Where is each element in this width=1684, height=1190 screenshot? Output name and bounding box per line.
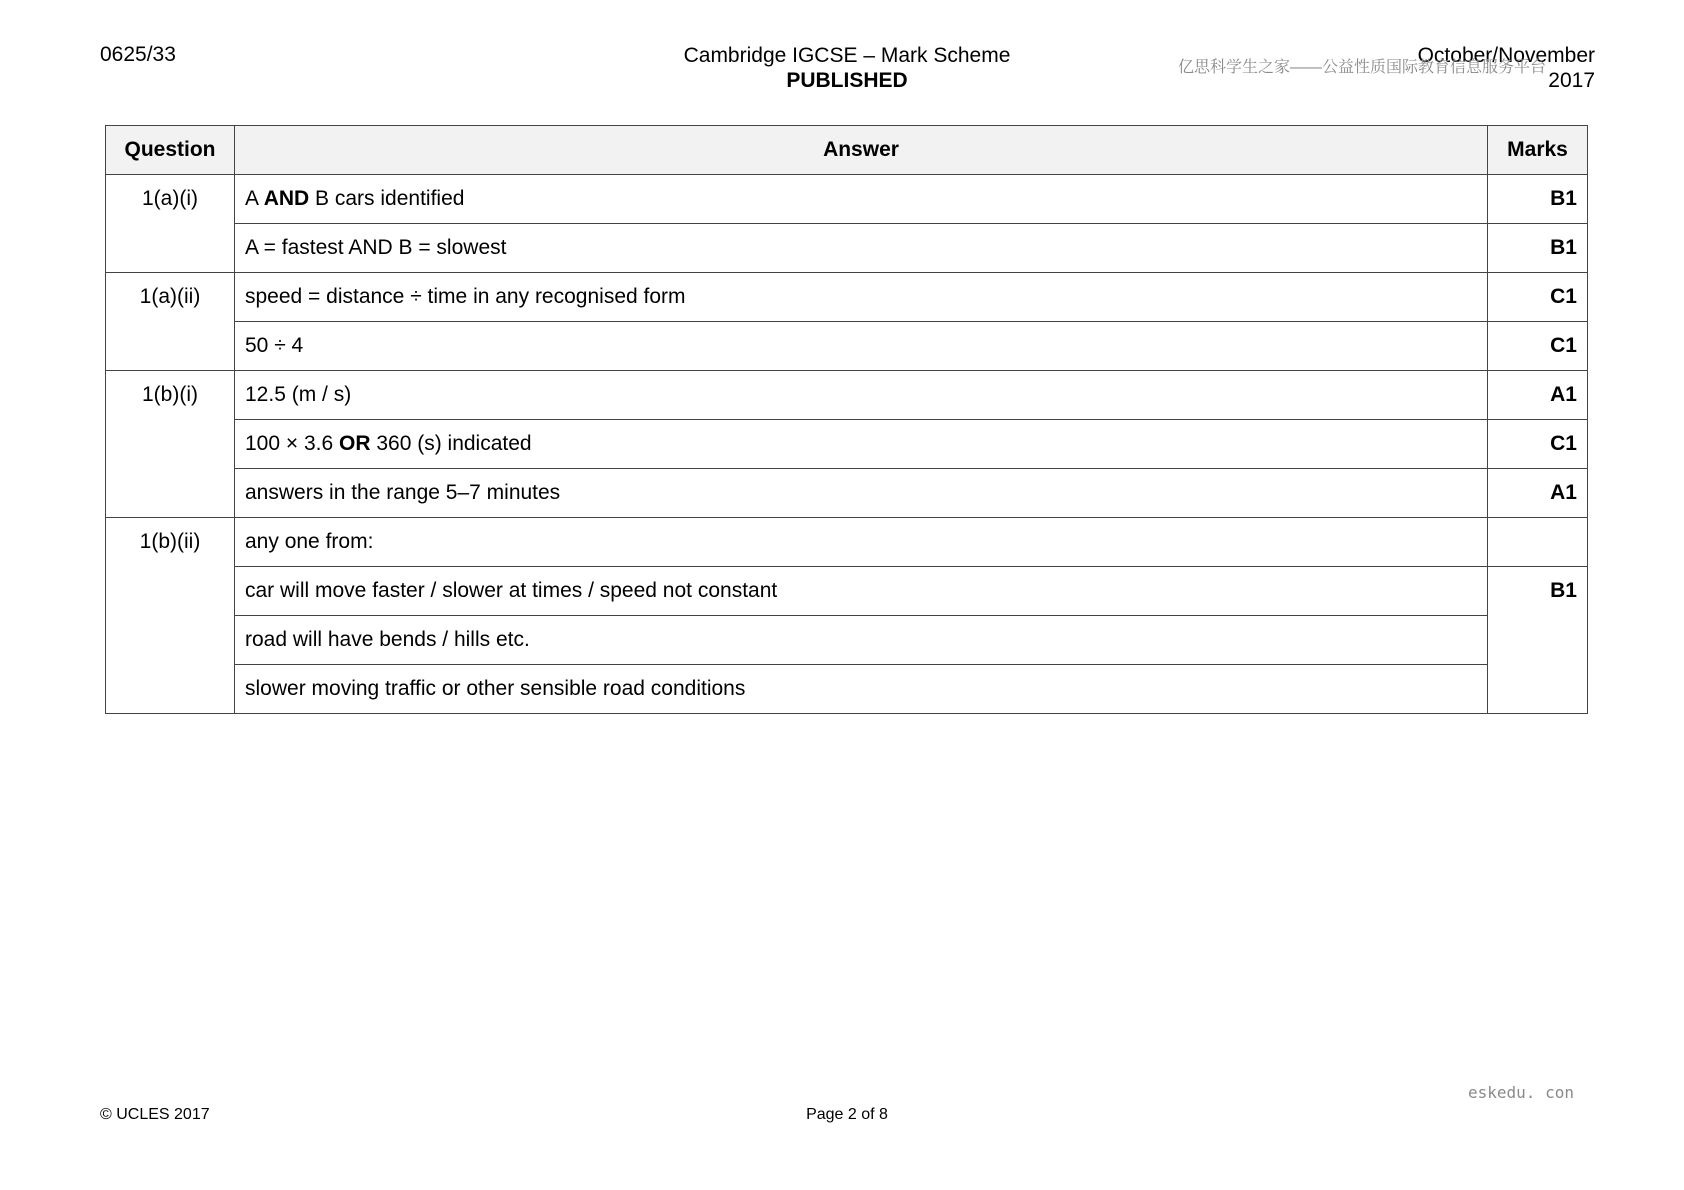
answer-cell: slower moving traffic or other sensible road conditions — [235, 665, 1488, 714]
answer-cell: road will have bends / hills etc. — [235, 616, 1488, 665]
mark-cell-empty — [1488, 518, 1588, 567]
table-row — [106, 665, 1588, 714]
answer-cell: any one from: — [235, 518, 1488, 567]
published-label: PUBLISHED — [786, 69, 908, 92]
table-row — [106, 322, 1588, 371]
mark-cell: B1 — [1488, 175, 1588, 224]
table-row — [106, 175, 1588, 224]
table-header-row — [106, 126, 1588, 175]
mark-cell: B1 — [1488, 224, 1588, 273]
answer-cell: 50 ÷ 4 — [235, 322, 1488, 371]
answer-cell: speed = distance ÷ time in any recognised form — [235, 273, 1488, 322]
table-row — [106, 518, 1588, 567]
table-row — [106, 273, 1588, 322]
site-watermark: eskedu. con — [1468, 1083, 1574, 1102]
watermark-text: 亿思科学生之家——公益性质国际教育信息服务平台 — [1178, 59, 1547, 76]
mark-cell: A1 — [1488, 371, 1588, 420]
marks-column-header: Marks — [1488, 126, 1588, 175]
table-row — [106, 616, 1588, 665]
mark-cell: B1 — [1488, 567, 1588, 714]
answer-cell: A = fastest AND B = slowest — [235, 224, 1488, 273]
table-row — [106, 371, 1588, 420]
question-number: 1(a)(ii) — [106, 273, 235, 371]
question-number: 1(b)(ii) — [106, 518, 235, 714]
mark-scheme-table — [105, 125, 1588, 714]
answer-cell: 100 × 3.6 OR 360 (s) indicated — [235, 420, 1488, 469]
mark-cell: A1 — [1488, 469, 1588, 518]
answer-cell: car will move faster / slower at times / speed not constant — [235, 567, 1488, 616]
mark-cell: C1 — [1488, 322, 1588, 371]
page-number: Page 2 of 8 — [806, 1106, 888, 1123]
table-row — [106, 567, 1588, 616]
document-title: Cambridge IGCSE – Mark Scheme — [683, 44, 1011, 67]
document-title-block — [592, 43, 1102, 93]
question-number: 1(a)(i) — [106, 175, 235, 273]
question-column-header: Question — [106, 126, 235, 175]
answer-cell: answers in the range 5–7 minutes — [235, 469, 1488, 518]
copyright-notice: © UCLES 2017 — [100, 1106, 210, 1123]
table-row — [106, 420, 1588, 469]
answer-column-header: Answer — [235, 126, 1488, 175]
answer-cell: A AND B cars identified — [235, 175, 1488, 224]
paper-code: 0625/33 — [100, 43, 176, 66]
mark-cell: C1 — [1488, 420, 1588, 469]
session-months: October/November — [1417, 44, 1595, 67]
mark-cell: C1 — [1488, 273, 1588, 322]
session-year: 2017 — [1548, 69, 1595, 92]
answer-cell: 12.5 (m / s) — [235, 371, 1488, 420]
question-number: 1(b)(i) — [106, 371, 235, 518]
table-row — [106, 224, 1588, 273]
table-row — [106, 469, 1588, 518]
